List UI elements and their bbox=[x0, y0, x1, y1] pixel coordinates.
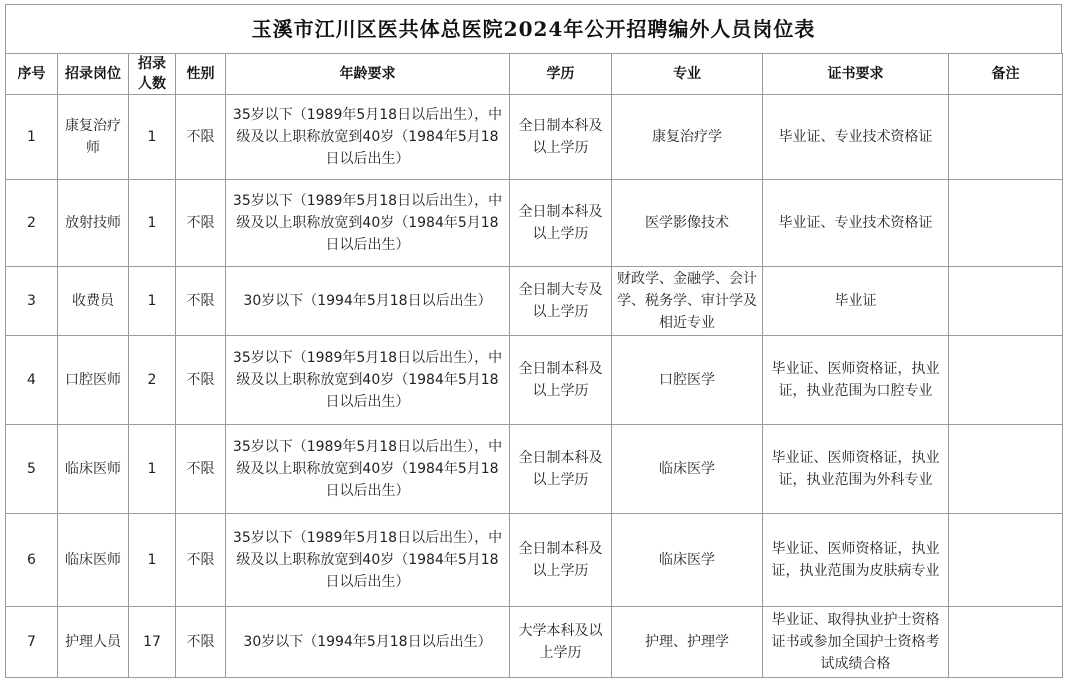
cell-remarks bbox=[949, 607, 1063, 678]
cell-gender: 不限 bbox=[176, 425, 226, 514]
cell-count: 1 bbox=[129, 95, 176, 180]
table-row bbox=[6, 267, 1063, 336]
cell-position: 临床医师 bbox=[58, 425, 129, 514]
cell-count: 2 bbox=[129, 336, 176, 425]
cell-index: 1 bbox=[6, 95, 58, 180]
cell-major: 口腔医学 bbox=[612, 336, 763, 425]
cell-remarks bbox=[949, 336, 1063, 425]
cell-index: 7 bbox=[6, 607, 58, 678]
cell-education: 全日制本科及以上学历 bbox=[510, 336, 612, 425]
cell-major: 财政学、金融学、会计学、税务学、审计学及相近专业 bbox=[612, 267, 763, 336]
cell-position: 放射技师 bbox=[58, 180, 129, 267]
cell-certificate: 毕业证、医师资格证，执业证，执业范围为口腔专业 bbox=[763, 336, 949, 425]
table-row bbox=[6, 425, 1063, 514]
cell-position: 康复治疗师 bbox=[58, 95, 129, 180]
table-row bbox=[6, 514, 1063, 607]
table-row bbox=[6, 180, 1063, 267]
cell-education: 全日制本科及以上学历 bbox=[510, 180, 612, 267]
cell-count: 17 bbox=[129, 607, 176, 678]
table-row bbox=[6, 95, 1063, 180]
cell-education: 全日制本科及以上学历 bbox=[510, 514, 612, 607]
job-table-document bbox=[5, 4, 1062, 678]
cell-age: 30岁以下（1994年5月18日以后出生） bbox=[226, 267, 510, 336]
header-certificate: 证书要求 bbox=[763, 54, 949, 95]
table-row bbox=[6, 607, 1063, 678]
cell-remarks bbox=[949, 514, 1063, 607]
cell-education: 全日制大专及以上学历 bbox=[510, 267, 612, 336]
cell-gender: 不限 bbox=[176, 267, 226, 336]
cell-age: 30岁以下（1994年5月18日以后出生） bbox=[226, 607, 510, 678]
cell-count: 1 bbox=[129, 514, 176, 607]
cell-remarks bbox=[949, 425, 1063, 514]
cell-count: 1 bbox=[129, 267, 176, 336]
header-education: 学历 bbox=[510, 54, 612, 95]
cell-count: 1 bbox=[129, 180, 176, 267]
cell-education: 全日制本科及以上学历 bbox=[510, 425, 612, 514]
cell-position: 临床医师 bbox=[58, 514, 129, 607]
cell-gender: 不限 bbox=[176, 95, 226, 180]
cell-age: 35岁以下（1989年5月18日以后出生），中级及以上职称放宽到40岁（1984年5月18日以后出生） bbox=[226, 514, 510, 607]
header-position: 招录岗位 bbox=[58, 54, 129, 95]
cell-major: 临床医学 bbox=[612, 514, 763, 607]
header-count: 招录人数 bbox=[129, 54, 176, 95]
cell-position: 护理人员 bbox=[58, 607, 129, 678]
cell-certificate: 毕业证、专业技术资格证 bbox=[763, 95, 949, 180]
cell-gender: 不限 bbox=[176, 607, 226, 678]
cell-age: 35岁以下（1989年5月18日以后出生），中级及以上职称放宽到40岁（1984年5月18日以后出生） bbox=[226, 425, 510, 514]
cell-count: 1 bbox=[129, 425, 176, 514]
header-index: 序号 bbox=[6, 54, 58, 95]
cell-index: 4 bbox=[6, 336, 58, 425]
cell-age: 35岁以下（1989年5月18日以后出生），中级及以上职称放宽到40岁（1984年5月18日以后出生） bbox=[226, 180, 510, 267]
cell-position: 口腔医师 bbox=[58, 336, 129, 425]
cell-certificate: 毕业证、医师资格证，执业证，执业范围为皮肤病专业 bbox=[763, 514, 949, 607]
cell-gender: 不限 bbox=[176, 514, 226, 607]
cell-gender: 不限 bbox=[176, 180, 226, 267]
cell-index: 3 bbox=[6, 267, 58, 336]
cell-index: 5 bbox=[6, 425, 58, 514]
table-row bbox=[6, 336, 1063, 425]
cell-major: 康复治疗学 bbox=[612, 95, 763, 180]
table-header-row bbox=[6, 54, 1063, 95]
cell-certificate: 毕业证 bbox=[763, 267, 949, 336]
cell-index: 2 bbox=[6, 180, 58, 267]
cell-major: 护理、护理学 bbox=[612, 607, 763, 678]
cell-age: 35岁以下（1989年5月18日以后出生），中级及以上职称放宽到40岁（1984年5月18日以后出生） bbox=[226, 95, 510, 180]
cell-education: 全日制本科及以上学历 bbox=[510, 95, 612, 180]
header-major: 专业 bbox=[612, 54, 763, 95]
cell-age: 35岁以下（1989年5月18日以后出生），中级及以上职称放宽到40岁（1984年5月18日以后出生） bbox=[226, 336, 510, 425]
cell-remarks bbox=[949, 95, 1063, 180]
cell-certificate: 毕业证、取得执业护士资格证书或参加全国护士资格考试成绩合格 bbox=[763, 607, 949, 678]
cell-major: 临床医学 bbox=[612, 425, 763, 514]
positions-table bbox=[5, 53, 1063, 678]
cell-gender: 不限 bbox=[176, 336, 226, 425]
cell-index: 6 bbox=[6, 514, 58, 607]
cell-major: 医学影像技术 bbox=[612, 180, 763, 267]
cell-certificate: 毕业证、医师资格证，执业证，执业范围为外科专业 bbox=[763, 425, 949, 514]
cell-remarks bbox=[949, 180, 1063, 267]
header-gender: 性别 bbox=[176, 54, 226, 95]
cell-certificate: 毕业证、专业技术资格证 bbox=[763, 180, 949, 267]
cell-remarks bbox=[949, 267, 1063, 336]
cell-position: 收费员 bbox=[58, 267, 129, 336]
header-remarks: 备注 bbox=[949, 54, 1063, 95]
header-age: 年龄要求 bbox=[226, 54, 510, 95]
cell-education: 大学本科及以上学历 bbox=[510, 607, 612, 678]
page-title: 玉溪市江川区医共体总医院2024年公开招聘编外人员岗位表 bbox=[5, 4, 1062, 53]
